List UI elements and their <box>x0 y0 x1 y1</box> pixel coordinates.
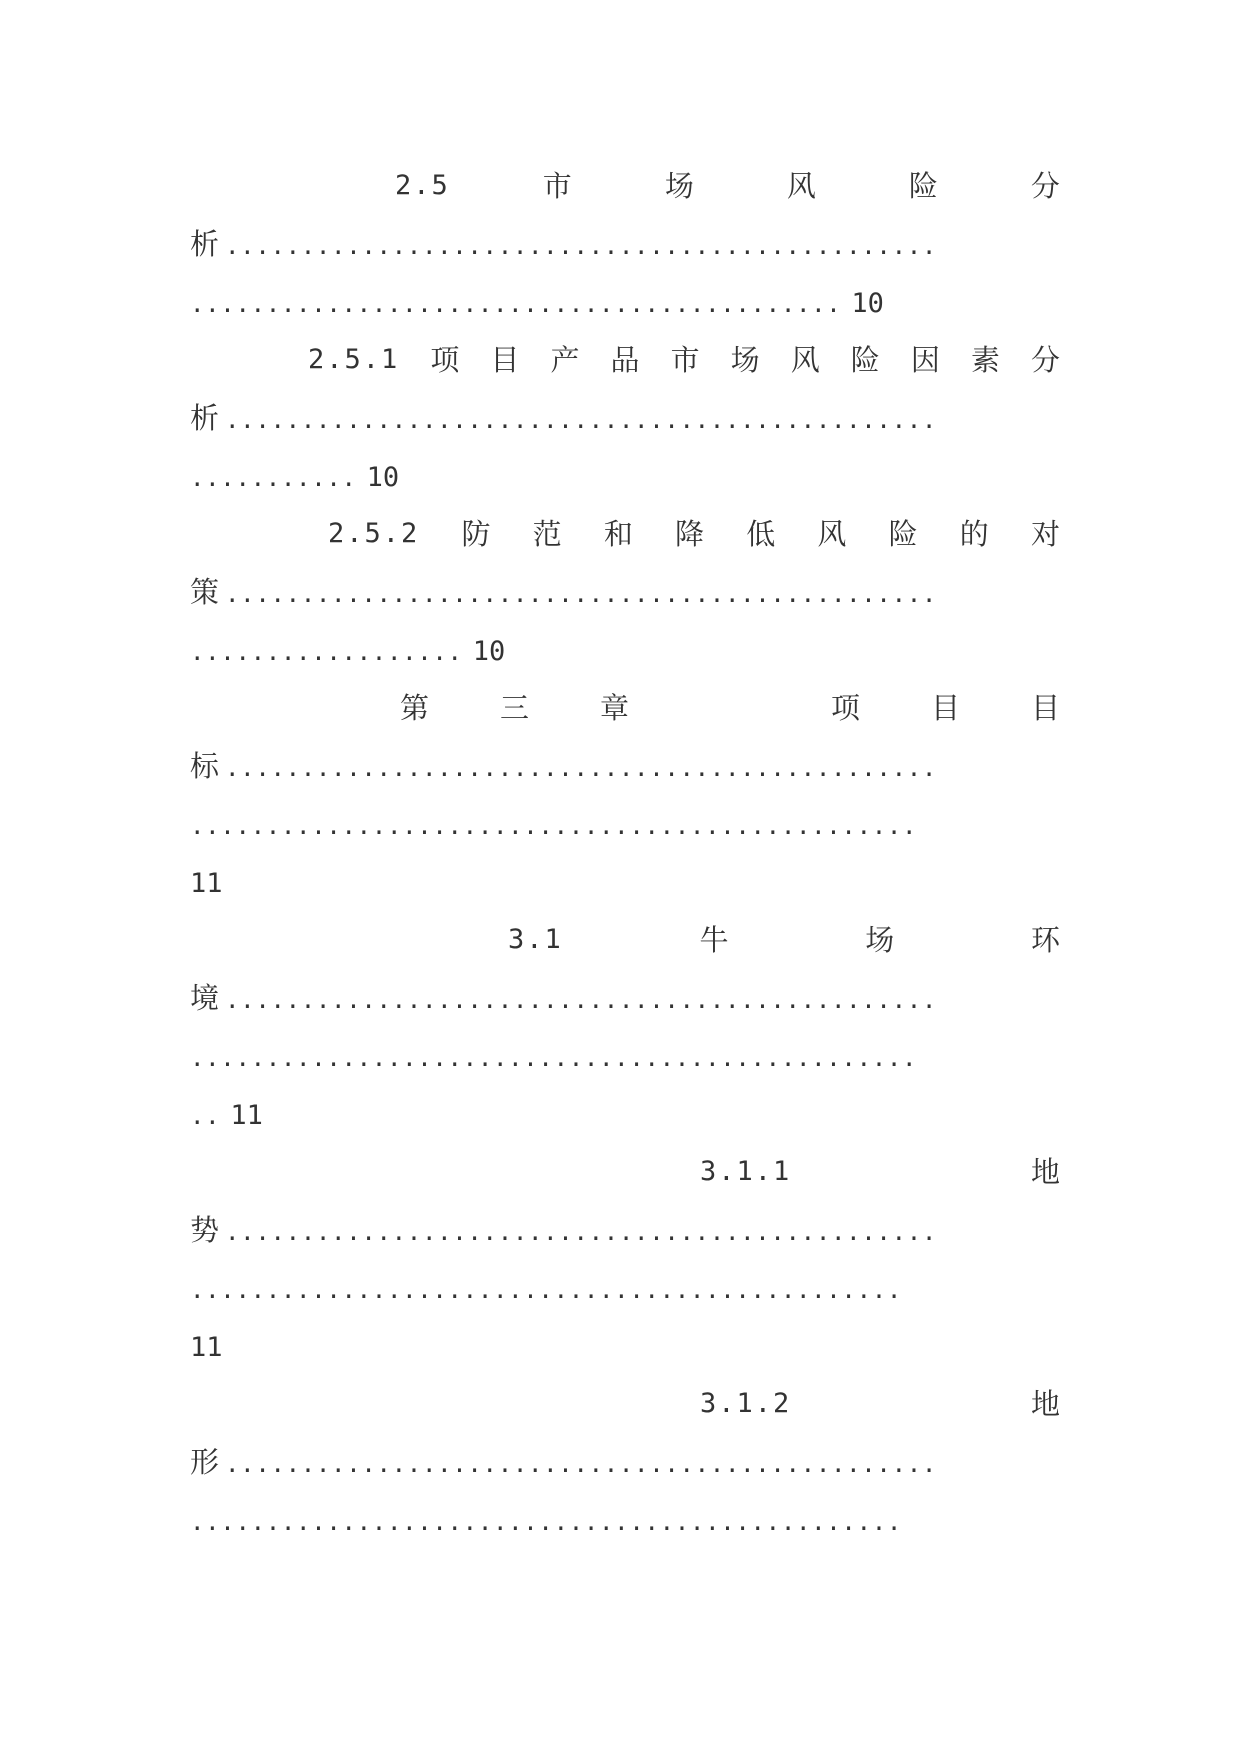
dot-leader: ............................................... <box>225 406 938 434</box>
page-number: 10 <box>851 288 884 319</box>
title-char: 低 <box>746 517 776 551</box>
title-char: 险 <box>888 517 918 551</box>
dot-leader: ............................................... <box>225 580 938 608</box>
dot-leader: ............................................... <box>190 1276 903 1304</box>
toc-leader-line <box>190 1091 1060 1137</box>
title-char: 场 <box>664 169 694 203</box>
toc-leader-line <box>190 1439 1060 1485</box>
title-char: 牛 <box>699 923 729 957</box>
toc-heading-2-5-2 <box>328 511 1060 557</box>
title-char: 风 <box>817 517 847 551</box>
dot-leader: ............................................... <box>190 1508 903 1536</box>
title-char: 因 <box>910 343 940 377</box>
toc-leader-line <box>190 801 1060 847</box>
section-number: 2.5.1 <box>308 344 400 375</box>
section-number: 3.1.1 <box>700 1156 792 1187</box>
section-number: 2.5 <box>395 170 450 201</box>
title-char: 项 <box>830 691 860 725</box>
dot-leader: ............................................... <box>225 1450 938 1478</box>
title-char: 的 <box>959 517 989 551</box>
title-char: 分 <box>1030 343 1060 377</box>
title-char: 产 <box>550 343 580 377</box>
title-char: 品 <box>610 343 640 377</box>
toc-leader-line <box>190 569 1060 615</box>
dot-leader: ............................................... <box>225 754 938 782</box>
title-wrap-char: 标 <box>190 749 220 783</box>
toc-leader-line <box>190 1265 1060 1311</box>
title-char: 对 <box>1030 517 1060 551</box>
toc-page-line <box>190 859 1060 905</box>
title-char: 降 <box>675 517 705 551</box>
title-char: 第 <box>400 691 430 725</box>
title-char: 地 <box>1030 1387 1060 1421</box>
toc-leader-line <box>190 279 1060 325</box>
toc-leader-line <box>190 1207 1060 1253</box>
page-number: 11 <box>190 868 223 899</box>
page-number: 11 <box>230 1100 263 1131</box>
title-char: 风 <box>786 169 816 203</box>
dot-leader: ................................................ <box>190 812 918 840</box>
dot-leader: .. <box>190 1102 221 1130</box>
title-char: 风 <box>790 343 820 377</box>
toc-page-line <box>190 1323 1060 1369</box>
toc-leader-line <box>190 453 1060 499</box>
title-wrap-char: 境 <box>190 981 220 1015</box>
title-char: 范 <box>532 517 562 551</box>
dot-leader: ........................................... <box>190 290 842 318</box>
title-char: 目 <box>490 343 520 377</box>
section-number: 3.1 <box>508 924 563 955</box>
title-char: 章 <box>600 691 630 725</box>
title-char: 防 <box>461 517 491 551</box>
toc-heading-2-5-1 <box>308 337 1060 383</box>
toc-heading-3-1-2 <box>700 1381 1060 1427</box>
title-char: 三 <box>500 691 530 725</box>
title-wrap-char: 析 <box>190 227 220 261</box>
dot-leader: .................. <box>190 638 463 666</box>
dot-leader: ................................................ <box>190 1044 918 1072</box>
title-char: 素 <box>970 343 1000 377</box>
title-char: 场 <box>865 923 895 957</box>
title-char: 险 <box>850 343 880 377</box>
title-char: 和 <box>603 517 633 551</box>
toc-leader-line <box>190 395 1060 441</box>
page-number: 11 <box>190 1332 223 1363</box>
toc-heading-3-1-1 <box>700 1149 1060 1195</box>
toc-leader-line <box>190 975 1060 1021</box>
title-char: 项 <box>430 343 460 377</box>
toc-heading-2-5 <box>395 163 1060 209</box>
title-wrap-char: 势 <box>190 1213 220 1247</box>
dot-leader: ............................................... <box>225 232 938 260</box>
title-char: 目 <box>1030 691 1060 725</box>
dot-leader: ............................................... <box>225 1218 938 1246</box>
toc-heading-3-1 <box>508 917 1060 963</box>
section-number: 2.5.2 <box>328 518 420 549</box>
title-wrap-char: 析 <box>190 401 220 435</box>
title-char: 险 <box>908 169 938 203</box>
title-char: 分 <box>1030 169 1060 203</box>
toc-leader-line <box>190 627 1060 673</box>
page-number: 10 <box>366 462 400 493</box>
title-wrap-char: 形 <box>190 1445 220 1479</box>
title-char: 目 <box>930 691 960 725</box>
title-char: 市 <box>542 169 572 203</box>
page-number: 10 <box>472 636 506 667</box>
toc-leader-line <box>190 221 1060 267</box>
toc-heading-chapter-3 <box>400 685 1060 731</box>
toc-leader-line <box>190 743 1060 789</box>
title-char: 场 <box>730 343 760 377</box>
toc-leader-line <box>190 1033 1060 1079</box>
title-wrap-char: 策 <box>190 575 220 609</box>
dot-leader: ............................................... <box>225 986 938 1014</box>
title-char: 市 <box>670 343 700 377</box>
toc-leader-line <box>190 1497 1060 1543</box>
title-char: 环 <box>1030 923 1060 957</box>
section-number: 3.1.2 <box>700 1388 792 1419</box>
title-char: 地 <box>1030 1155 1060 1189</box>
dot-leader: ........... <box>190 464 357 492</box>
